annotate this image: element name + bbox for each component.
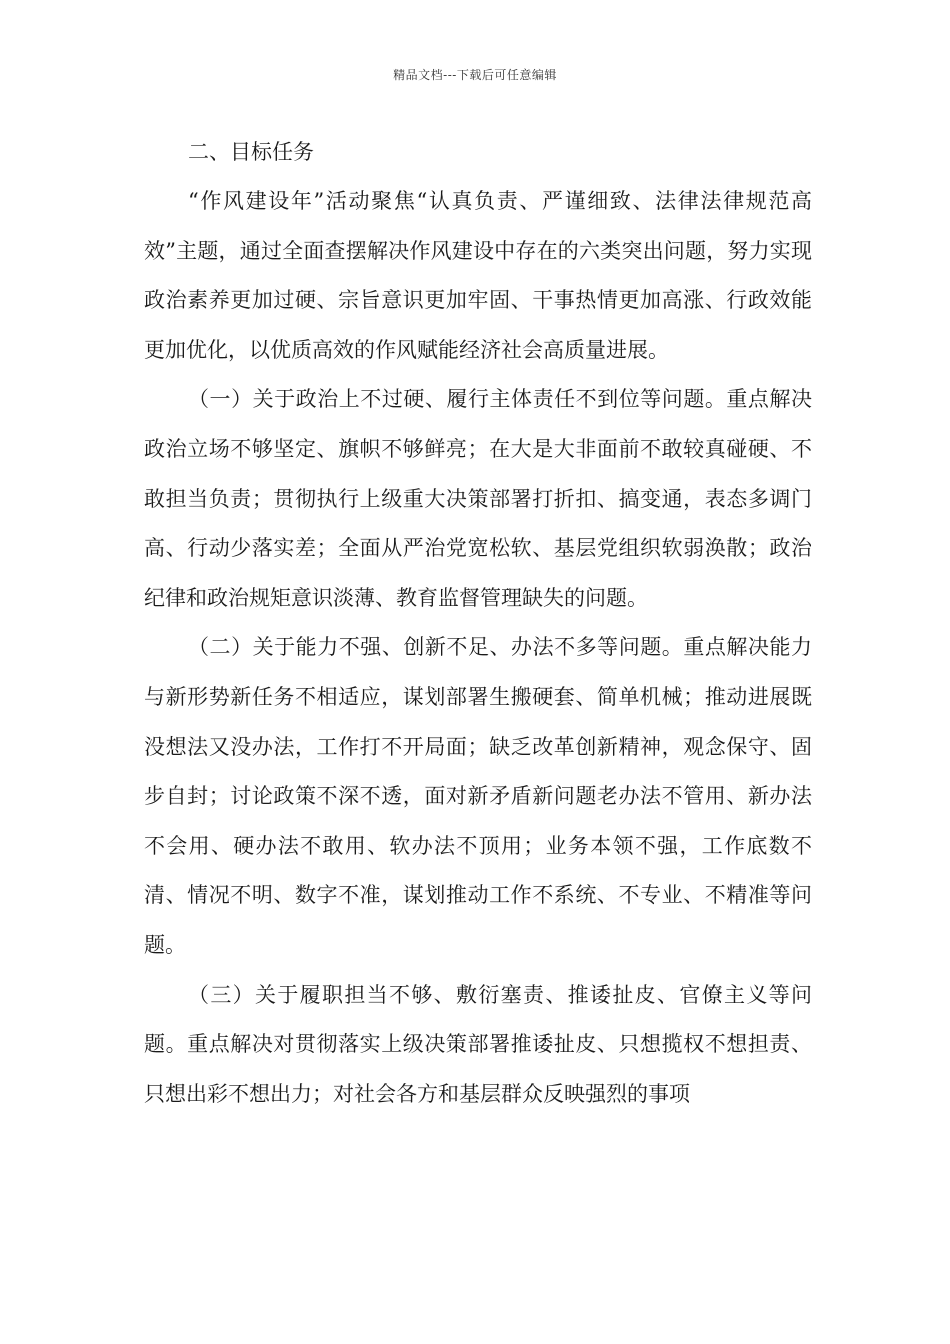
paragraph-intro: “作风建设年”活动聚焦“认真负责、严谨细致、法律法律规范高效”主题，通过全面查摆解决作风建设中存在的六类突出问题，努力实现政治素养更加过硬、宗旨意识更加牢固、干事热情更加高涨、行政效能更加优化，以优质高效的作风赋能经济社会高质量进展。	[144, 189, 812, 362]
document-body	[144, 128, 812, 1119]
page-header: 精品文档---下载后可任意编辑	[393, 68, 557, 82]
paragraph-item-2: （二）关于能力不强、创新不足、办法不多等问题。重点解决能力与新形势新任务不相适应，谋划部署生搬硬套、简单机械；推动进展既没想法又没办法，工作打不开局面；缺乏改革创新精神，观念保守、固步自封；讨论政策不深不透，面对新矛盾新问题老办法不管用、新办法不会用、硬办法不敢用、软办法不顶用；业务本领不强，工作底数不清、情况不明、数字不准，谋划推动工作不系统、不专业、不精准等问题。	[144, 635, 812, 957]
paragraph-item-1: （一）关于政治上不过硬、履行主体责任不到位等问题。重点解决政治立场不够坚定、旗帜不够鲜亮；在大是大非面前不敢较真碰硬、不敢担当负责；贯彻执行上级重大决策部署打折扣、搞变通，表态多调门高、行动少落实差；全面从严治党宽松软、基层党组织软弱涣散；政治纪律和政治规矩意识淡薄、教育监督管理缺失的问题。	[144, 387, 812, 610]
paragraph-item-3: （三）关于履职担当不够、敷衍塞责、推诿扯皮、官僚主义等问题。重点解决对贯彻落实上级决策部署推诿扯皮、只想揽权不想担责、只想出彩不想出力；对社会各方和基层群众反映强烈的事项	[144, 982, 812, 1106]
section-heading: 二、目标任务	[188, 140, 314, 164]
